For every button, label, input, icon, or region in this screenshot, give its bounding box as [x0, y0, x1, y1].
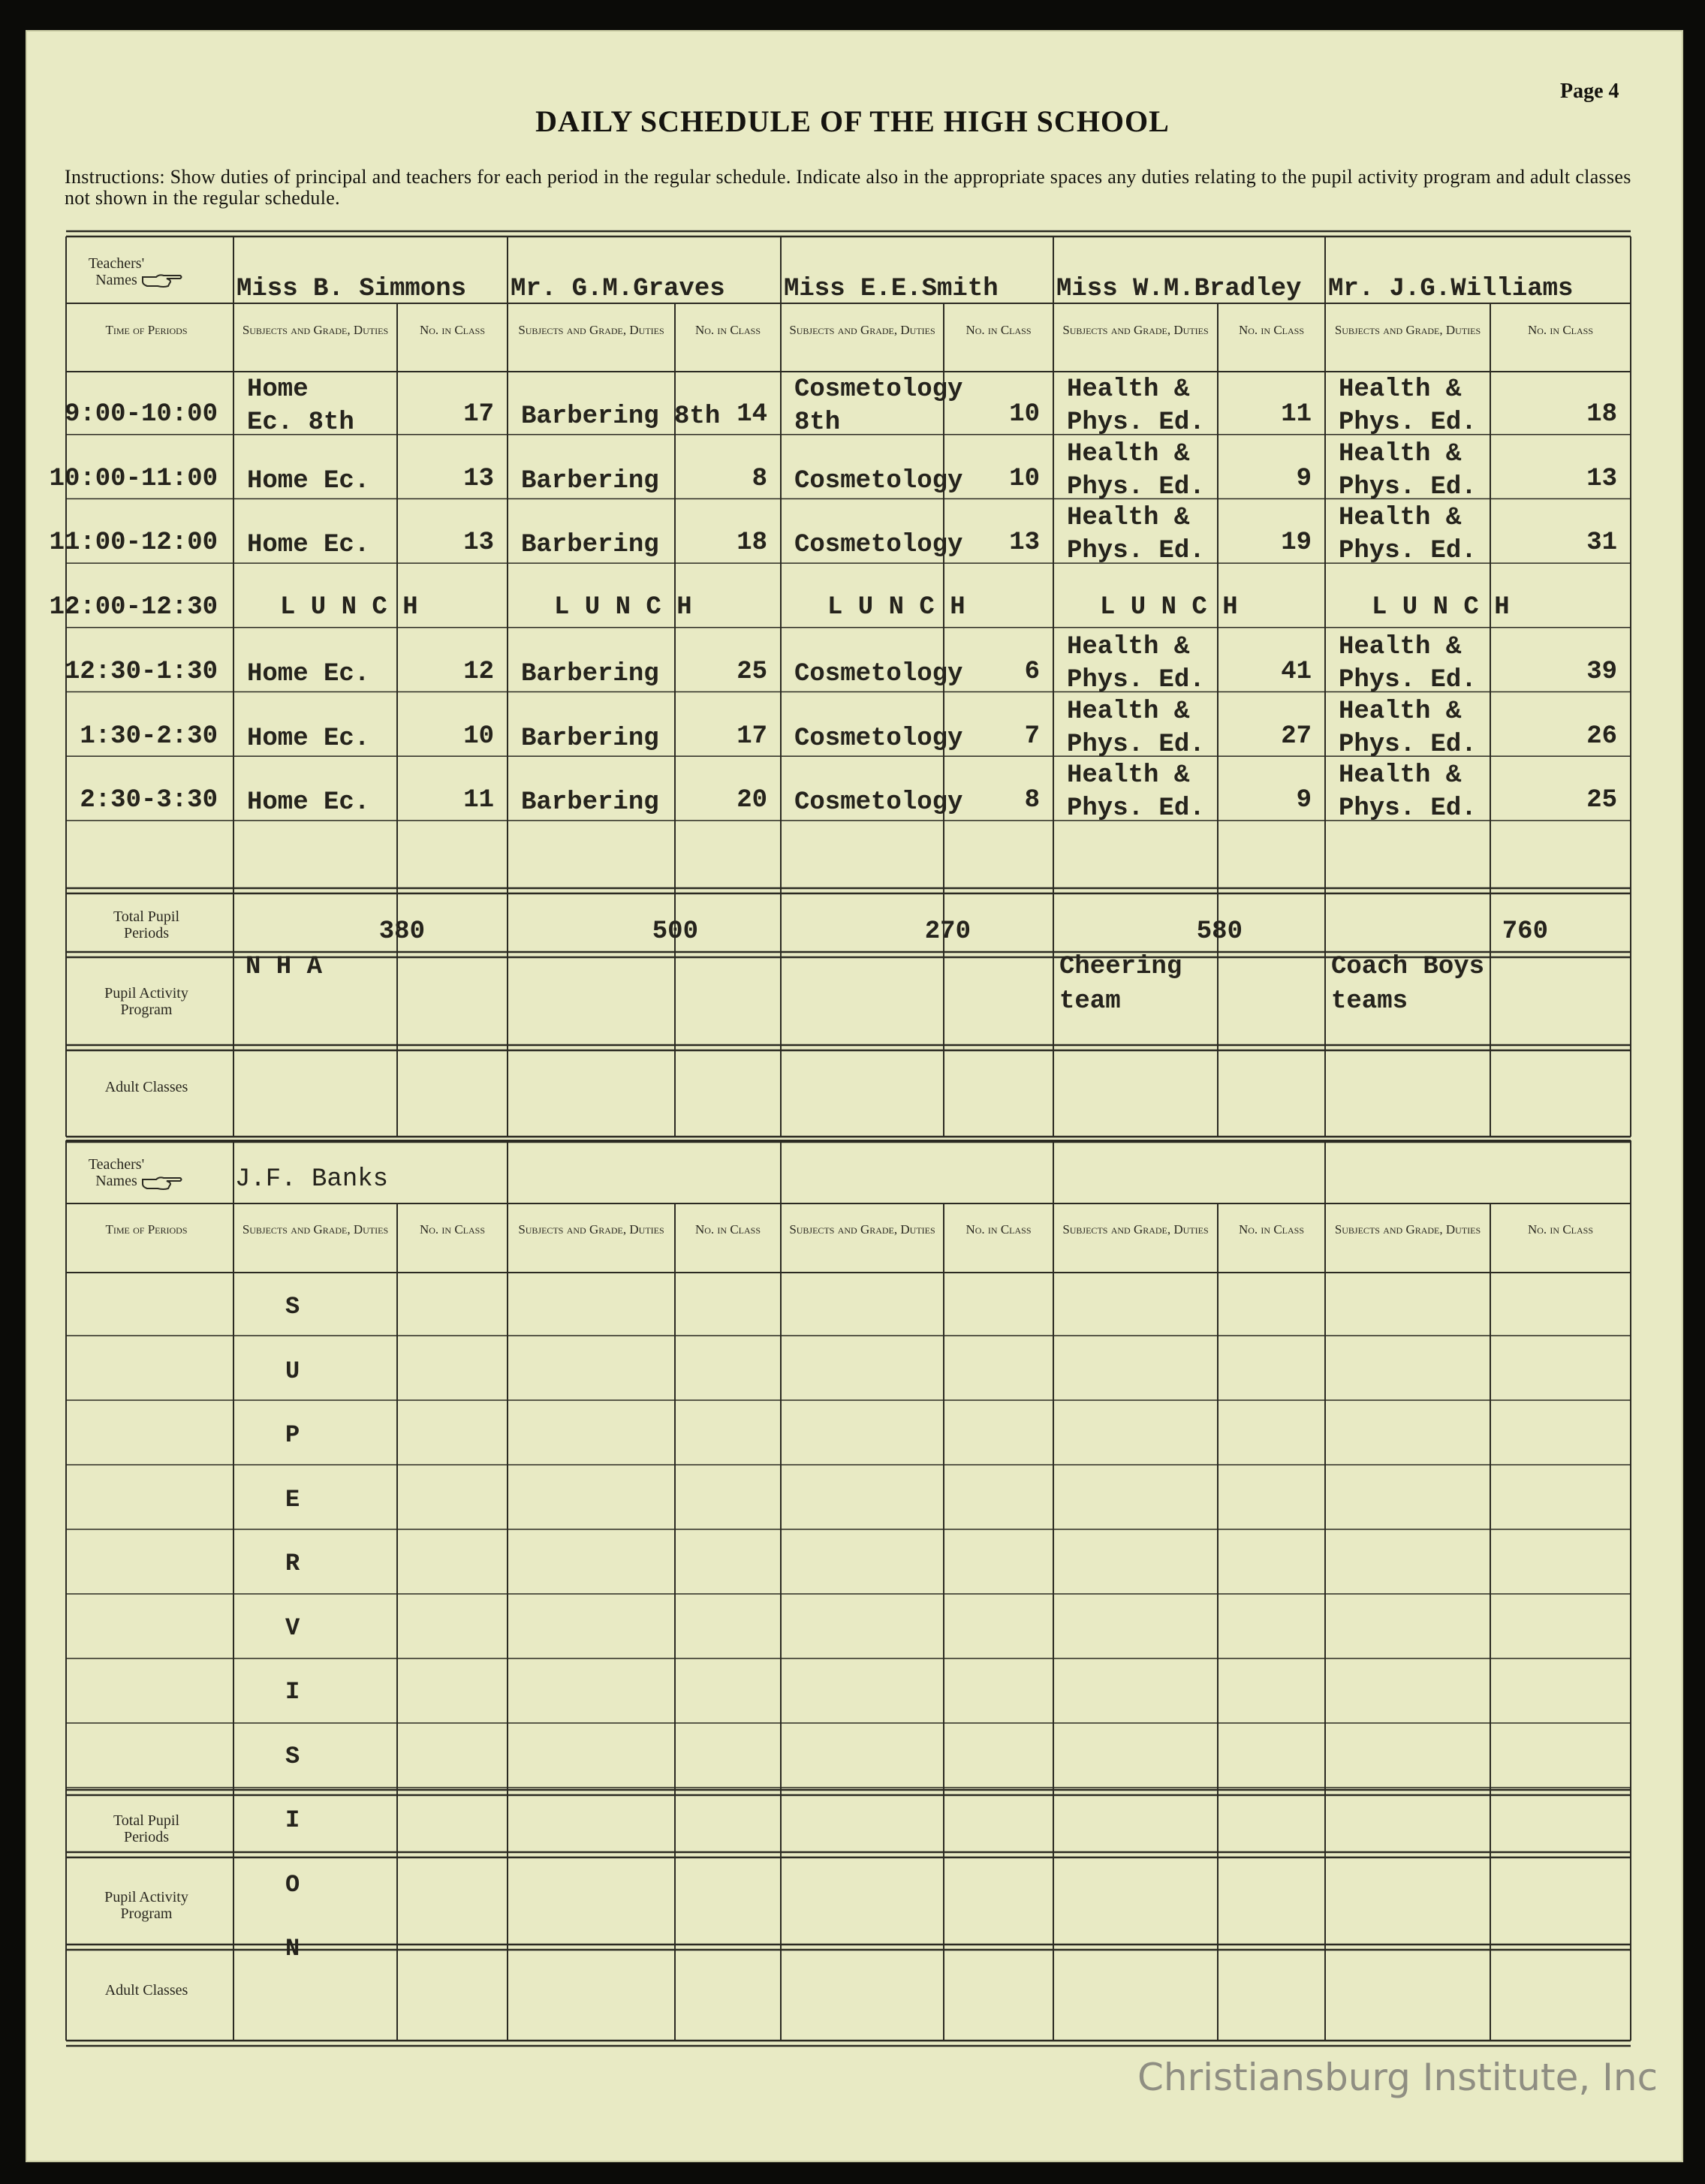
adult-classes-label: Adult Classes — [104, 1982, 188, 1999]
watermark: Christiansburg Institute, Inc — [1137, 2056, 1658, 2099]
teacher-name: Mr. G.M.Graves — [511, 275, 725, 303]
period-time: 2:30-3:30 — [80, 786, 218, 815]
subjects-header: Subjects and Grade, Duties — [789, 323, 935, 337]
page-number: Page 4 — [1560, 80, 1619, 103]
subject-cell: Health & Phys. Ed. — [1067, 504, 1205, 566]
count-cell: 13 — [1586, 464, 1617, 493]
teacher-name: Miss E.E.Smith — [784, 275, 999, 303]
count-cell: 25 — [1586, 786, 1617, 815]
no-in-class-header: No. in Class — [419, 323, 486, 337]
subject-cell: Cosmetology — [794, 788, 963, 818]
no-in-class-header: No. in Class — [965, 323, 1032, 337]
pupil-activity-label: Pupil Activity Program — [104, 1889, 188, 1922]
subjects-header: Subjects and Grade, Duties — [518, 1222, 664, 1237]
subject-cell: Cosmetology 8th — [794, 375, 963, 437]
count-cell: 8 — [752, 464, 767, 493]
supervision-letter: E — [285, 1485, 300, 1514]
count-cell: 19 — [1281, 529, 1312, 558]
supervision-letter: R — [285, 1550, 300, 1577]
period-time: 1:30-2:30 — [80, 721, 218, 751]
count-cell: 11 — [1281, 400, 1312, 429]
count-cell: 27 — [1281, 721, 1312, 751]
count-cell: 13 — [1009, 529, 1040, 558]
time-of-periods-header: Time of Periods — [105, 323, 188, 337]
count-cell: 39 — [1586, 657, 1617, 686]
period-time: 12:30-1:30 — [64, 657, 218, 686]
count-cell: 31 — [1586, 529, 1617, 558]
subject-cell: Health & Phys. Ed. — [1339, 439, 1477, 502]
count-cell: 10 — [1009, 464, 1040, 493]
subjects-header: Subjects and Grade, Duties — [1334, 1222, 1481, 1237]
lunch-label: L U N C H — [554, 593, 692, 622]
period-time: 11:00-12:00 — [49, 529, 218, 558]
pointing-hand-icon — [141, 1173, 183, 1191]
subject-cell: Home Ec. — [247, 788, 370, 818]
subject-cell: Health & Phys. Ed. — [1067, 375, 1205, 437]
activity-entry: Coach Boys teams — [1331, 953, 1485, 1016]
lunch-label: L U N C H — [1372, 593, 1510, 622]
subject-cell: Health & Phys. Ed. — [1339, 504, 1477, 566]
subject-cell: Health & Phys. Ed. — [1067, 632, 1205, 694]
time-of-periods-header: Time of Periods — [105, 1222, 188, 1237]
subject-cell: Health & Phys. Ed. — [1339, 632, 1477, 694]
total-pupil-periods: 270 — [924, 917, 971, 946]
total-pupil-periods-label: Total Pupil Periods — [113, 908, 180, 941]
subjects-header: Subjects and Grade, Duties — [789, 1222, 935, 1237]
supervision-letter: S — [285, 1742, 300, 1770]
lunch-label: L U N C H — [827, 593, 965, 622]
count-cell: 13 — [463, 464, 494, 493]
count-cell: 20 — [737, 786, 767, 815]
subject-cell: Barbering 8th — [521, 402, 721, 431]
no-in-class-header: No. in Class — [1238, 1222, 1305, 1237]
supervision-letter: P — [285, 1421, 300, 1449]
subjects-header: Subjects and Grade, Duties — [242, 1222, 389, 1237]
teachers-names-label: Teachers' Names — [88, 255, 145, 288]
subject-cell: Health & Phys. Ed. — [1067, 439, 1205, 502]
count-cell: 10 — [463, 721, 494, 751]
supervision-letter: S — [285, 1293, 300, 1321]
no-in-class-header: No. in Class — [694, 323, 761, 337]
subjects-header: Subjects and Grade, Duties — [1062, 323, 1209, 337]
supervision-letter: I — [285, 1806, 300, 1834]
subjects-header: Subjects and Grade, Duties — [518, 323, 664, 337]
count-cell: 7 — [1024, 721, 1040, 751]
supervision-letter: V — [285, 1613, 300, 1642]
count-cell: 10 — [1009, 400, 1040, 429]
subject-cell: Home Ec. — [247, 724, 370, 753]
subject-cell: Home Ec. 8th — [247, 375, 354, 437]
subject-cell: Cosmetology — [794, 659, 963, 688]
subject-cell: Cosmetology — [794, 724, 963, 753]
activity-entry: N H A — [246, 953, 323, 981]
subject-cell: Barbering — [521, 531, 659, 560]
subject-cell: Home Ec. — [247, 531, 370, 560]
count-cell: 12 — [463, 657, 494, 686]
count-cell: 14 — [737, 400, 767, 429]
subjects-header: Subjects and Grade, Duties — [242, 323, 389, 337]
period-time: 12:00-12:30 — [49, 593, 218, 622]
subject-cell: Cosmetology — [794, 466, 963, 496]
lunch-label: L U N C H — [280, 593, 418, 622]
subject-cell: Health & Phys. Ed. — [1339, 761, 1477, 824]
supervision-letter: I — [285, 1678, 300, 1706]
count-cell: 9 — [1296, 464, 1312, 493]
supervision-letter: N — [285, 1935, 300, 1963]
period-time: 9:00-10:00 — [64, 400, 218, 429]
teachers-names-label: Teachers' Names — [88, 1156, 145, 1189]
teacher-name: Mr. J.G.Williams — [1328, 275, 1574, 303]
no-in-class-header: No. in Class — [419, 1222, 486, 1237]
count-cell: 41 — [1281, 657, 1312, 686]
count-cell: 9 — [1296, 786, 1312, 815]
count-cell: 17 — [737, 721, 767, 751]
subjects-header: Subjects and Grade, Duties — [1062, 1222, 1209, 1237]
subject-cell: Barbering — [521, 724, 659, 753]
page-title: DAILY SCHEDULE OF THE HIGH SCHOOL — [535, 104, 1170, 138]
count-cell: 6 — [1024, 657, 1040, 686]
teacher-name: Miss W.M.Bradley — [1056, 275, 1302, 303]
count-cell: 18 — [737, 529, 767, 558]
no-in-class-header: No. in Class — [1238, 323, 1305, 337]
count-cell: 18 — [1586, 400, 1617, 429]
total-pupil-periods-label: Total Pupil Periods — [113, 1812, 180, 1845]
count-cell: 13 — [463, 529, 494, 558]
count-cell: 26 — [1586, 721, 1617, 751]
no-in-class-header: No. in Class — [965, 1222, 1032, 1237]
subject-cell: Barbering — [521, 659, 659, 688]
no-in-class-header: No. in Class — [1527, 323, 1594, 337]
no-in-class-header: No. in Class — [694, 1222, 761, 1237]
total-pupil-periods: 380 — [378, 917, 425, 946]
activity-entry: Cheering team — [1059, 953, 1182, 1016]
period-time: 10:00-11:00 — [49, 464, 218, 493]
subject-cell: Barbering — [521, 466, 659, 496]
teacher-name: J.F. Banks — [235, 1165, 389, 1194]
count-cell: 17 — [463, 400, 494, 429]
subject-cell: Cosmetology — [794, 531, 963, 560]
subject-cell: Health & Phys. Ed. — [1339, 375, 1477, 437]
no-in-class-header: No. in Class — [1527, 1222, 1594, 1237]
subject-cell: Health & Phys. Ed. — [1067, 761, 1205, 824]
supervision-letter: O — [285, 1870, 300, 1899]
pupil-activity-label: Pupil Activity Program — [104, 985, 188, 1018]
lunch-label: L U N C H — [1100, 593, 1238, 622]
adult-classes-label: Adult Classes — [104, 1079, 188, 1095]
teacher-name: Miss B. Simmons — [236, 275, 467, 303]
subject-cell: Home Ec. — [247, 659, 370, 688]
subject-cell: Health & Phys. Ed. — [1339, 697, 1477, 759]
instructions: Instructions: Show duties of principal and teachers for each period in the regular schedule. Indicate also in the appropriate spaces any duties relating to the pupil activity program and adult classes not shown in the regular schedule. — [65, 166, 1631, 209]
count-cell: 11 — [463, 786, 494, 815]
total-pupil-periods: 500 — [652, 917, 698, 946]
subjects-header: Subjects and Grade, Duties — [1334, 323, 1481, 337]
total-pupil-periods: 580 — [1196, 917, 1243, 946]
count-cell: 25 — [737, 657, 767, 686]
total-pupil-periods: 760 — [1502, 917, 1548, 946]
subject-cell: Health & Phys. Ed. — [1067, 697, 1205, 759]
pointing-hand-icon — [141, 271, 183, 289]
subject-cell: Home Ec. — [247, 466, 370, 496]
supervision-letter: U — [285, 1357, 300, 1385]
subject-cell: Barbering — [521, 788, 659, 818]
count-cell: 8 — [1024, 786, 1040, 815]
